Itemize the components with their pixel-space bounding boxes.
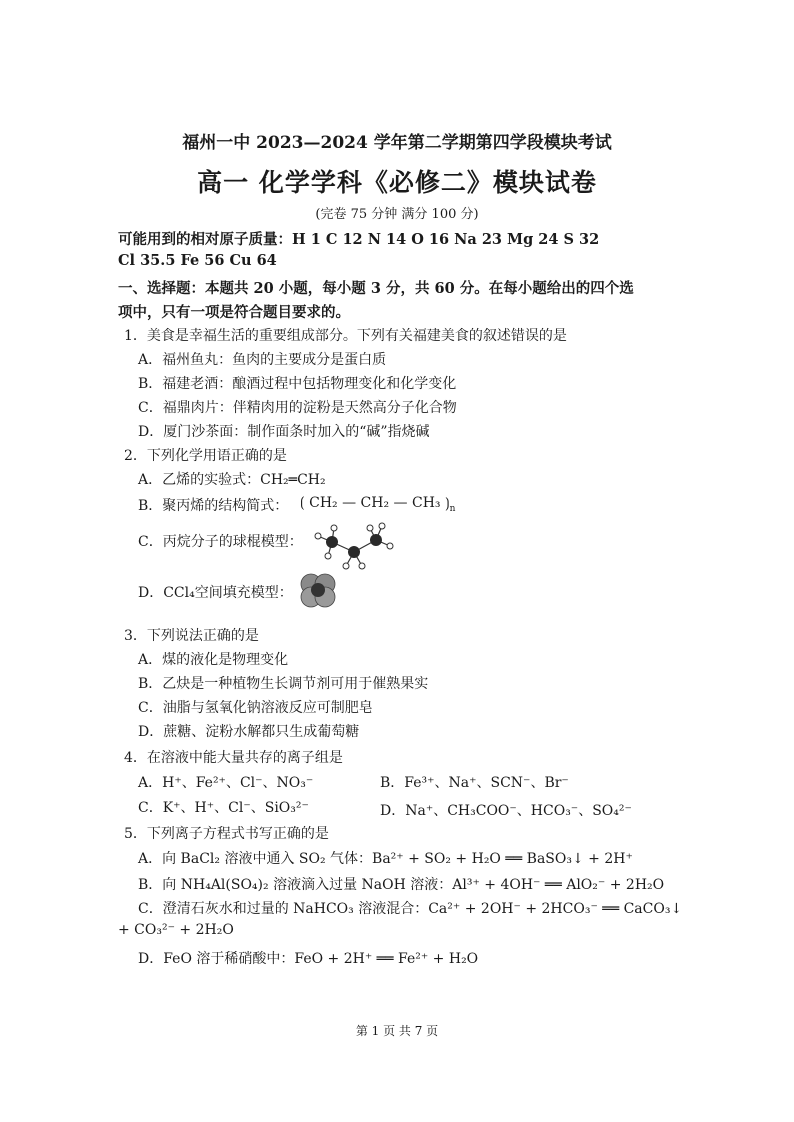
q1-stem: 1．美食是幸福生活的重要组成部分。下列有关福建美食的叙述错误的是: [124, 328, 567, 344]
q5-option-b: B．向 NH₄Al(SO₄)₂ 溶液滴入过量 NaOH 溶液：Al³⁺ + 4OH⁻ ══ AlO₂⁻ + 2H₂O: [138, 877, 665, 893]
q5-option-d: D．FeO 溶于稀硝酸中：FeO + 2H⁺ ══ Fe²⁺ + H₂O: [138, 951, 479, 967]
q4-option-b: B．Fe³⁺、Na⁺、SCN⁻、Br⁻: [380, 775, 569, 791]
formula-bracket-right: ⟯: [444, 495, 450, 511]
q3-option-c: C．油脂与氢氧化钠溶液反应可制肥皂: [138, 700, 373, 716]
school-title: 福州一中 2023—2024 学年第二学期第四学段模块考试: [182, 133, 612, 153]
formula-bracket-left: ⟮: [300, 495, 305, 511]
section-heading-line-1: 一、选择题：本题共 20 小题，每小题 3 分，共 60 分。在每小题给出的四个选: [118, 280, 634, 297]
q2-option-b: B．聚丙烯的结构简式：: [138, 498, 289, 514]
q4-option-c: C．K⁺、H⁺、Cl⁻、SiO₃²⁻: [138, 800, 309, 816]
exam-info: (完卷 75 分钟 满分 100 分): [315, 207, 479, 222]
q3-option-b: B．乙炔是一种植物生长调节剂可用于催熟果实: [138, 676, 429, 692]
atomic-mass-line-1: 可能用到的相对原子质量：H 1 C 12 N 14 O 16 Na 23 Mg 24 S 32: [118, 231, 600, 248]
q1-option-d: D．厦门沙茶面：制作面条时加入的“碱”指烧碱: [138, 424, 430, 440]
q5-option-c-line-2: + CO₃²⁻ + 2H₂O: [118, 922, 234, 938]
q1-option-c: C．福鼎肉片：伴精肉用的淀粉是天然高分子化合物: [138, 400, 457, 416]
formula-body: CH₂ — CH₂ — CH₃: [309, 495, 441, 511]
q4-option-a: A．H⁺、Fe²⁺、Cl⁻、NO₃⁻: [138, 775, 314, 791]
q3-stem: 3．下列说法正确的是: [124, 628, 259, 644]
page-footer: 第 1 页 共 7 页: [355, 1024, 439, 1038]
section-heading-line-2: 项中，只有一项是符合题目要求的。: [118, 304, 350, 321]
q2-option-d: D．CCl₄空间填充模型：: [138, 585, 293, 601]
q4-stem: 4．在溶液中能大量共存的离子组是: [124, 750, 343, 766]
q4-option-d: D．Na⁺、CH₃COO⁻、HCO₃⁻、SO₄²⁻: [380, 803, 632, 819]
polypropylene-formula: [300, 495, 455, 514]
q5-option-c-line-1: C．澄清石灰水和过量的 NaHCO₃ 溶液混合：Ca²⁺ + 2OH⁻ + 2HCO₃⁻ ══ CaCO₃↓: [138, 901, 683, 917]
q5-option-a: A．向 BaCl₂ 溶液中通入 SO₂ 气体：Ba²⁺ + SO₂ + H₂O ══ BaSO₃↓ + 2H⁺: [138, 851, 633, 867]
q2-option-c: C．丙烷分子的球棍模型：: [138, 534, 303, 550]
formula-n: n: [449, 503, 456, 514]
q1-option-a: A．福州鱼丸：鱼肉的主要成分是蛋白质: [138, 352, 387, 368]
q3-option-a: A．煤的液化是物理变化: [138, 652, 289, 668]
q1-option-b: B．福建老酒：酿酒过程中包括物理变化和化学变化: [138, 376, 457, 392]
q3-option-d: D．蔗糖、淀粉水解都只生成葡萄糖: [138, 724, 360, 740]
q5-stem: 5．下列离子方程式书写正确的是: [124, 826, 329, 842]
atomic-mass-line-2: Cl 35.5 Fe 56 Cu 64: [118, 252, 277, 269]
main-title: 高一 化学学科《必修二》模块试卷: [197, 168, 597, 197]
ccl4-space-filling-model: [298, 570, 338, 610]
q2-option-a: A．乙烯的实验式：CH₂═CH₂: [138, 472, 326, 488]
q2-stem: 2．下列化学用语正确的是: [124, 448, 287, 464]
